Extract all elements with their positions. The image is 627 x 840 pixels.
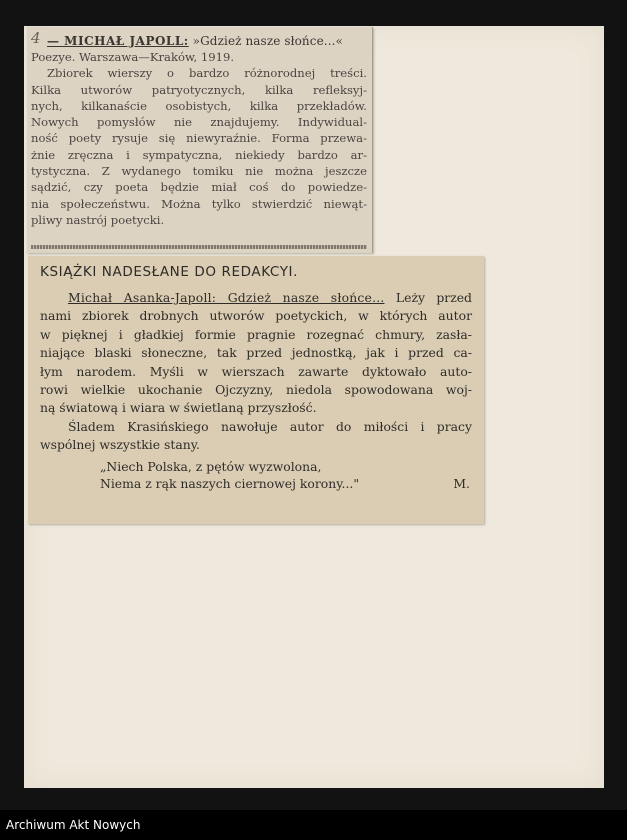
body-line: wspólnej wszystkie stany.: [40, 437, 200, 453]
body-line: łym narodem. Myśli w wierszach zawarte dyktowało auto-: [40, 363, 472, 379]
body-line: niające blaski słoneczne, tak przed jednostką, jak i przed ca-: [40, 345, 472, 361]
body-line: pliwy nastrój poetycki.: [31, 212, 165, 227]
body-line: Poezye. Warszawa—Kraków, 1919.: [31, 50, 235, 64]
newspaper-clipping-books-received: [28, 256, 484, 524]
clipping-body: [40, 289, 472, 455]
newspaper-clipping-review: [27, 27, 373, 253]
section-heading: KSIĄŻKI NADESŁANE DO REDAKCYI.: [40, 264, 299, 280]
printed-rule-divider: [31, 245, 367, 249]
body-line: nych, kilkanaście osobistych, kilka przekładów.: [31, 98, 367, 113]
clipping-heading-author: — MICHAŁ JAPOLL:: [47, 34, 189, 48]
body-line: w pięknej i gładkiej formie pragnie rozegnać chmury, zasła-: [40, 326, 472, 342]
body-line: nia społeczeństwu. Można tylko stwierdzić niewąt-: [31, 196, 367, 211]
archive-name-label: Archiwum Akt Nowych: [6, 818, 141, 832]
body-line: nami zbiorek drobnych utworów poetyckich, w których autor: [40, 308, 472, 324]
clipping-heading-title: »Gdzież nasze słońce...«: [192, 34, 343, 48]
book-citation: Michał Asanka-Japoll: Gdzież nasze słońce...: [68, 290, 385, 305]
page-number-mark: 4: [31, 29, 41, 47]
body-line: Zbiorek wierszy o bardzo różnorodnej treści.: [47, 66, 367, 81]
body-line: Kilka utworów patryotycznych, kilka refleksyj-: [31, 82, 367, 97]
body-line: rowi wielkie ukochanie Ojczyzny, niedola spowodowana woj-: [40, 382, 472, 398]
clipping-body: [31, 49, 367, 228]
body-line: ność poety rysuje się niewyraźnie. Forma przewa-: [31, 131, 367, 146]
archive-footer-bar: [0, 810, 627, 840]
body-line: Nowych pomysłów nie znajdujemy. Indywidual-: [31, 115, 367, 130]
body-line: sądzić, czy poeta będzie miał coś do powiedze-: [31, 180, 367, 195]
body-line-first: [40, 289, 472, 307]
body-line: żnie zręczna i sympatyczna, niekiedy bardzo ar-: [31, 147, 367, 162]
body-line: Śladem Krasińskiego nawołuje autor do miłości i pracy: [68, 418, 472, 434]
poem-quote-line: „Niech Polska, z pętów wyzwolona,: [100, 459, 322, 474]
author-signature: M.: [453, 476, 470, 491]
clipping-heading: [47, 34, 372, 48]
body-line: tystyczna. Z wydanego tomiku nie można jeszcze: [31, 164, 367, 179]
poem-quote-line: Niema z rąk naszych ciernowej korony...": [100, 476, 360, 491]
body-line: ną światową i wiara w świetlaną przyszłość.: [40, 400, 317, 416]
body-line-first-rest: Leży przed: [384, 290, 472, 305]
